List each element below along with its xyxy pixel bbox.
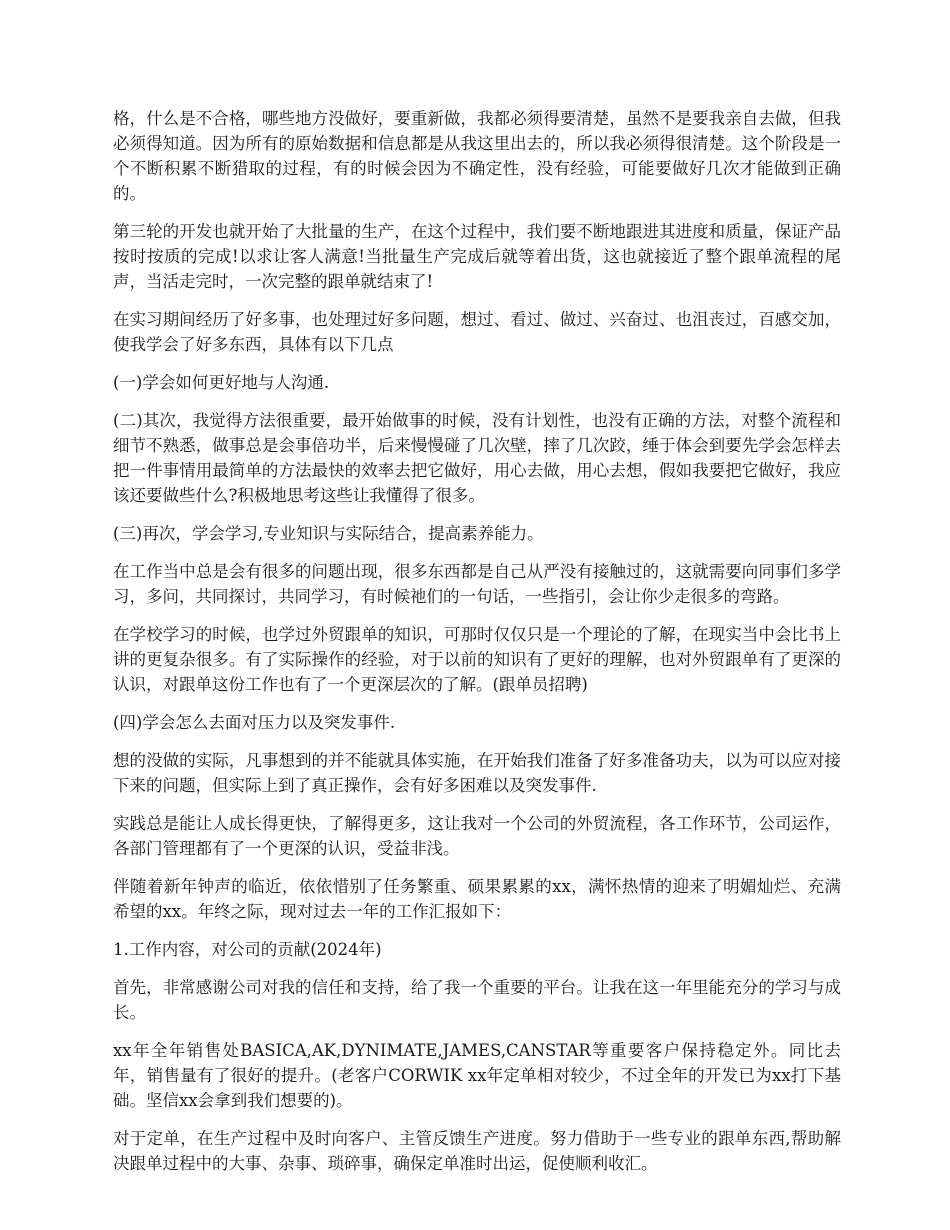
paragraph-3: 在实习期间经历了好多事，也处理过好多问题，想过、看过、做过、兴奋过、也沮丧过，百感交加，使我学会了好多东西，具体有以下几点 [113,310,841,354]
paragraph-5: (二)其次，我觉得方法很重要，最开始做事的时候，没有计划性，也没有正确的方法，对整个流程和细节不熟悉，做事总是会事倍功半，后来慢慢碰了几次壁，摔了几次跤，缍于体会到要先学会怎样去把一件事情用最简单的方法最快的效率去把它做好，用心去做，用心去想，假如我要把它做好，我应该还要做些什么?积极地思考这些让我懂得了很多。 [113,411,841,505]
paragraph-14: 首先，非常感谢公司对我的信任和支持，给了我一个重要的平台。让我在这一年里能充分的学习与成长。 [113,978,841,1022]
paragraph-12: 伴随着新年钟声的临近，依依惜别了任务繁重、硕果累累的xx，满怀热情的迎来了明媚灿烂、充满希望的xx。年终之际，现对过去一年的工作汇报如下： [113,877,841,921]
paragraph-13: 1.工作内容，对公司的贡献(2024年) [113,940,382,959]
paragraph-15: xx年全年销售处BASICA,AK,DYNIMATE,JAMES,CANSTAR等重要客户保持稳定外。同比去年，销售量有了很好的提升。(老客户CORWIK xx年定单相对较少，不过全年的开发已为xx打下基础。坚信xx会拿到我们想要的)。 [113,1041,841,1110]
paragraph-16: 对于定单，在生产过程中及时向客户、主管反馈生产进度。努力借助于一些专业的跟单东西,帮助解决跟单过程中的大事、杂事、琐碎事，确保定单准时出运，促使顺利收汇。 [113,1129,841,1173]
document-page [113,106,841,1189]
paragraph-9: (四)学会怎么去面对压力以及突发事件. [113,713,396,732]
paragraph-1: 格，什么是不合格，哪些地方没做好，要重新做，我都必须得要清楚，虽然不是要我亲自去做，但我必须得知道。因为所有的原始数据和信息都是从我这里出去的，所以我必须得很清楚。这个阶段是一个不断积累不断猎取的过程，有的时候会因为不确定性，没有经验，可能要做好几次才能做到正确的。 [113,109,841,203]
paragraph-10: 想的没做的实际，凡事想到的并不能就具体实施，在开始我们准备了好多准备功夫，以为可以应对接下来的问题，但实际上到了真正操作，会有好多困难以及突发事件. [113,751,841,795]
paragraph-11: 实践总是能让人成长得更快，了解得更多，这让我对一个公司的外贸流程，各工作环节，公司运作，各部门管理都有了一个更深的认识，受益非浅。 [113,814,841,858]
paragraph-6: (三)再次，学会学习,专业知识与实际结合，提高素养能力。 [113,524,544,543]
paragraph-2: 第三轮的开发也就开始了大批量的生产，在这个过程中，我们要不断地跟进其进度和质量，保证产品按时按质的完成!以求让客人满意!当批量生产完成后就等着出货，这也就接近了整个跟单流程的尾声，当活走完时，一次完整的跟单就结束了! [113,222,841,291]
paragraph-7: 在工作当中总是会有很多的问题出现，很多东西都是自己从严没有接触过的，这就需要向同事们多学习，多问，共同探讨，共同学习，有时候祂们的一句话，一些指引，会让你少走很多的弯路。 [113,562,841,606]
paragraph-4: (一)学会如何更好地与人沟通. [113,373,330,392]
paragraph-8: 在学校学习的时候，也学过外贸跟单的知识，可那时仅仅只是一个理论的了解，在现实当中会比书上讲的更复杂很多。有了实际操作的经验，对于以前的知识有了更好的理解，也对外贸跟单有了更深的认识，对跟单这份工作也有了一个更深层次的了解。(跟单员招聘) [113,625,841,694]
